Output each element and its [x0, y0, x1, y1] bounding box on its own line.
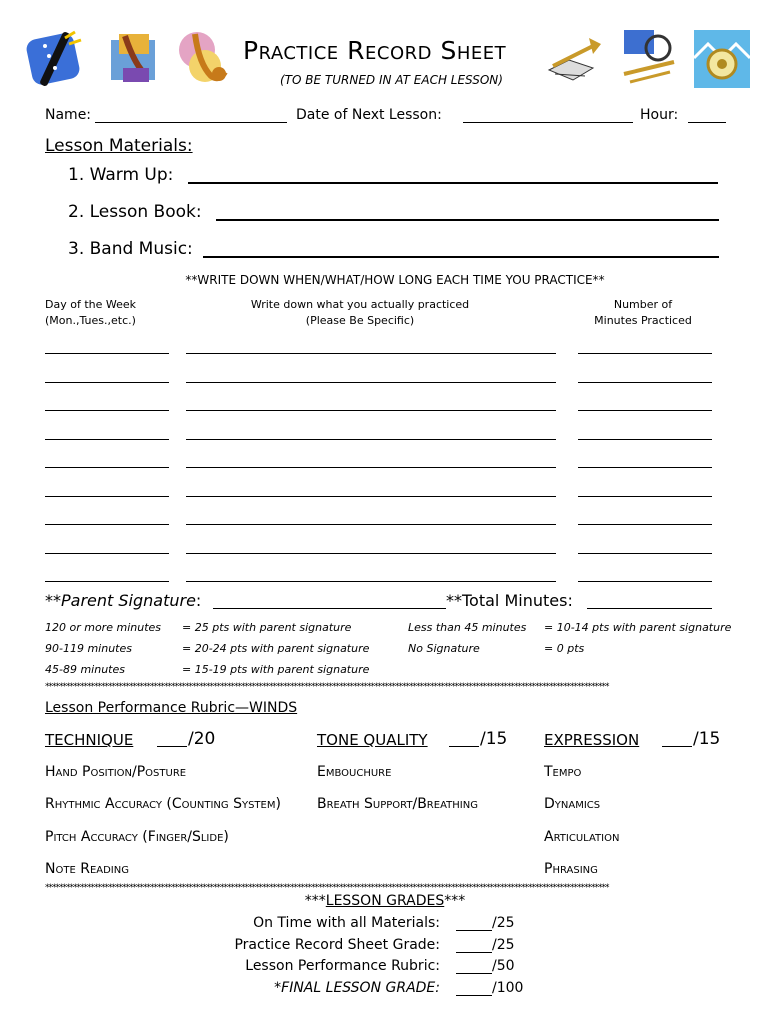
log-practice-field[interactable]: [186, 467, 556, 468]
lesson-materials-heading: Lesson Materials:: [45, 136, 193, 156]
log-minutes-field[interactable]: [578, 581, 712, 582]
log-practice-field[interactable]: [186, 496, 556, 497]
day-column-header: Day of the Week (Mon.,Tues.,etc.): [45, 298, 137, 327]
rubric-item-dynamics: Dynamics: [544, 796, 601, 812]
log-day-field[interactable]: [45, 353, 169, 354]
total-minutes-field[interactable]: [587, 608, 712, 609]
expression-max: /15: [693, 729, 721, 749]
hour-label: Hour:: [640, 107, 679, 123]
log-practice-field[interactable]: [186, 439, 556, 440]
hour-field[interactable]: [688, 122, 726, 123]
rubric-item-breath-support: Breath Support/Breathing: [317, 796, 478, 812]
log-minutes-field[interactable]: [578, 553, 712, 554]
points-row-4-pts: = 10-14 pts with parent signature: [544, 621, 732, 634]
grade-practice-record-field[interactable]: [456, 952, 492, 953]
grade-on-time-field[interactable]: [456, 930, 492, 931]
lesson-book-label: 2. Lesson Book:: [68, 202, 202, 222]
lesson-book-field[interactable]: [216, 219, 719, 221]
rubric-item-note-reading: Note Reading: [45, 861, 129, 877]
log-day-field[interactable]: [45, 553, 169, 554]
points-row-2-range: 90-119 minutes: [45, 642, 132, 655]
rubric-heading: Lesson Performance Rubric—WINDS: [45, 700, 298, 716]
grade-practice-record-label: Practice Record Sheet Grade:: [234, 937, 440, 953]
warm-up-field[interactable]: [188, 182, 718, 184]
expression-score-field[interactable]: [662, 746, 692, 747]
lesson-grades-heading: ***LESSON GRADES***: [304, 893, 466, 909]
log-day-field[interactable]: [45, 467, 169, 468]
rubric-item-articulation: Articulation: [544, 829, 620, 845]
name-label: Name:: [45, 107, 92, 123]
points-row-1-range: 120 or more minutes: [45, 621, 161, 634]
grade-on-time-max: /25: [492, 915, 515, 931]
practice-instruction: **WRITE DOWN WHEN/WHAT/HOW LONG EACH TIME YOU PRACTICE**: [185, 273, 605, 287]
log-day-field[interactable]: [45, 439, 169, 440]
page-subtitle: (TO BE TURNED IN AT EACH LESSON): [280, 73, 503, 87]
grade-practice-record-max: /25: [492, 937, 515, 953]
page-title: PRACTICE RECORD SHEET: [243, 36, 507, 65]
points-row-5-pts: = 0 pts: [544, 642, 585, 655]
final-grade-label: *FINAL LESSON GRADE:: [274, 980, 440, 996]
rubric-item-hand-position: Hand Position/Posture: [45, 764, 187, 780]
log-practice-field[interactable]: [186, 382, 556, 383]
saxophone-icon: [175, 28, 235, 90]
points-row-3-pts: = 15-19 pts with parent signature: [182, 663, 370, 676]
saxophone-art-icon: [105, 28, 165, 90]
rubric-item-embouchure: Embouchure: [317, 764, 392, 780]
log-minutes-field[interactable]: [578, 439, 712, 440]
warm-up-label: 1. Warm Up:: [68, 165, 174, 185]
parent-signature-field[interactable]: [213, 608, 446, 609]
log-minutes-field[interactable]: [578, 410, 712, 411]
grade-rubric-max: /50: [492, 958, 515, 974]
rubric-item-rhythmic-accuracy: Rhythmic Accuracy (Counting System): [45, 796, 281, 812]
log-practice-field[interactable]: [186, 581, 556, 582]
rubric-item-phrasing: Phrasing: [544, 861, 598, 877]
total-minutes-label: **Total Minutes:: [446, 591, 573, 610]
log-minutes-field[interactable]: [578, 524, 712, 525]
final-grade-max: /100: [492, 980, 524, 996]
log-minutes-field[interactable]: [578, 382, 712, 383]
final-grade-field[interactable]: [456, 995, 492, 996]
clarinet-icon: [25, 28, 85, 90]
technique-score-field[interactable]: [157, 746, 187, 747]
name-field[interactable]: [95, 122, 287, 123]
star-divider: *****************************************************************************************************************************************************************: [45, 682, 609, 692]
log-day-field[interactable]: [45, 382, 169, 383]
expression-header: EXPRESSION: [544, 731, 640, 749]
tuba-icon: [692, 28, 752, 90]
next-lesson-date-field[interactable]: [463, 122, 633, 123]
log-practice-field[interactable]: [186, 524, 556, 525]
log-practice-field[interactable]: [186, 410, 556, 411]
points-row-2-pts: = 20-24 pts with parent signature: [182, 642, 370, 655]
log-day-field[interactable]: [45, 496, 169, 497]
points-row-1-pts: = 25 pts with parent signature: [182, 621, 352, 634]
rubric-item-pitch-accuracy: Pitch Accuracy (Finger/Slide): [45, 829, 229, 845]
points-row-5-range: No Signature: [408, 642, 480, 655]
minutes-column-header: Number of Minutes Practiced: [594, 298, 692, 327]
tone-quality-score-field[interactable]: [449, 746, 479, 747]
practice-column-header: Write down what you actually practiced (Please Be Specific): [250, 298, 470, 327]
band-music-field[interactable]: [203, 256, 719, 258]
log-day-field[interactable]: [45, 581, 169, 582]
technique-max: /20: [188, 729, 216, 749]
french-horn-trombone-icon: [620, 28, 680, 90]
log-practice-field[interactable]: [186, 553, 556, 554]
grade-on-time-label: On Time with all Materials:: [253, 915, 440, 931]
rubric-item-tempo: Tempo: [544, 764, 582, 780]
log-day-field[interactable]: [45, 410, 169, 411]
band-music-label: 3. Band Music:: [68, 239, 193, 259]
points-row-4-range: Less than 45 minutes: [408, 621, 527, 634]
tone-quality-header: TONE QUALITY: [317, 731, 428, 749]
tone-quality-max: /15: [480, 729, 508, 749]
star-divider-2: *****************************************************************************************************************************************************************: [45, 883, 609, 893]
log-minutes-field[interactable]: [578, 467, 712, 468]
log-minutes-field[interactable]: [578, 353, 712, 354]
log-minutes-field[interactable]: [578, 496, 712, 497]
log-day-field[interactable]: [45, 524, 169, 525]
points-row-3-range: 45-89 minutes: [45, 663, 125, 676]
grade-rubric-field[interactable]: [456, 973, 492, 974]
trumpet-music-icon: [545, 30, 605, 92]
next-lesson-date-label: Date of Next Lesson:: [296, 107, 442, 123]
grade-rubric-label: Lesson Performance Rubric:: [245, 958, 440, 974]
technique-header: TECHNIQUE: [45, 731, 134, 749]
parent-signature-label: **Parent Signature:: [45, 591, 202, 610]
log-practice-field[interactable]: [186, 353, 556, 354]
